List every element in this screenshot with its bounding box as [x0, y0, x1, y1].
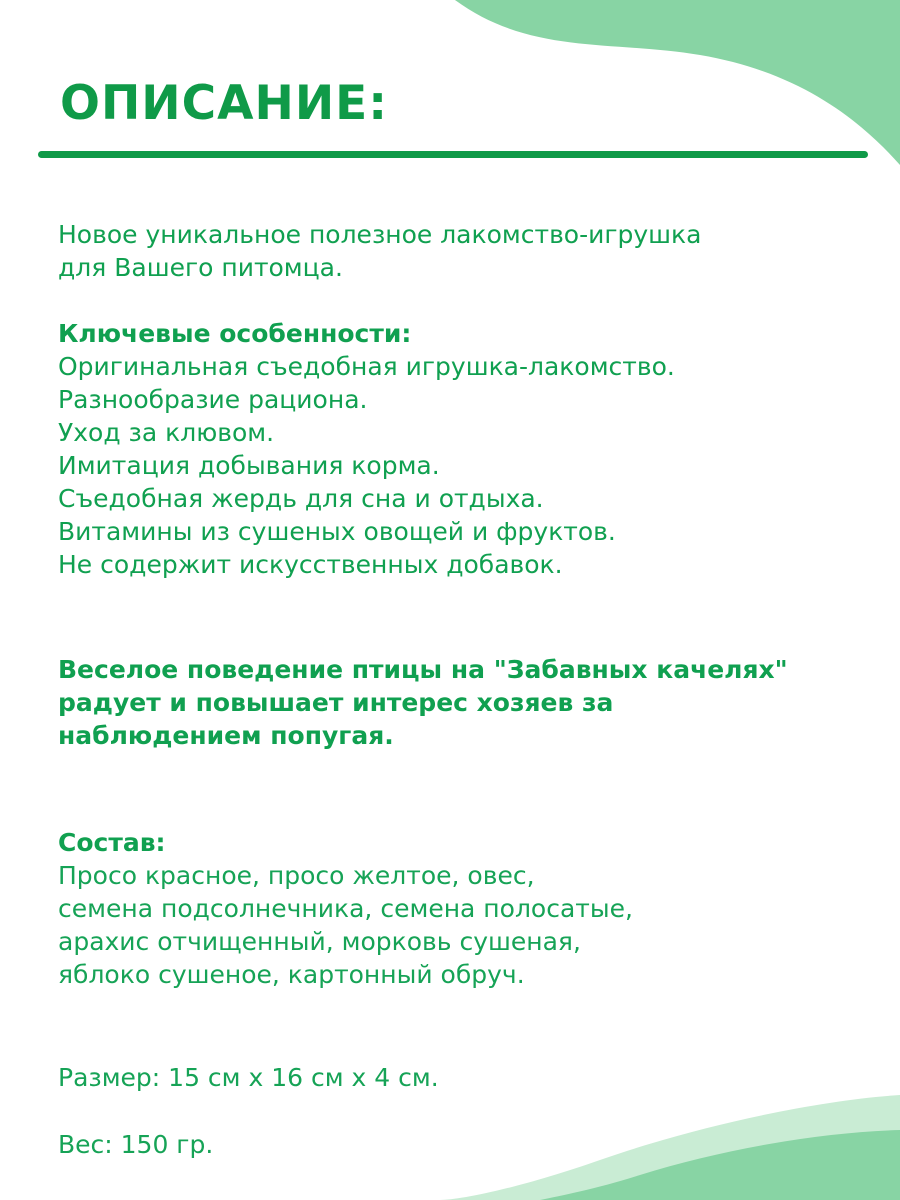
composition-heading: Состав: — [58, 828, 166, 857]
page-title: ОПИСАНИЕ: — [60, 76, 389, 131]
feature-item: Не содержит искусственных добавок. — [58, 550, 563, 579]
top-right-wave — [455, 0, 900, 165]
behavior-paragraph — [58, 653, 858, 752]
composition-line: яблоко сушеное, картонный обруч. — [58, 960, 525, 989]
intro-line: для Вашего питомца. — [58, 253, 343, 282]
composition-section — [58, 826, 858, 991]
feature-item: Оригинальная съедобная игрушка-лакомство. — [58, 352, 675, 381]
feature-item: Съедобная жердь для сна и отдыха. — [58, 484, 544, 513]
description-content — [58, 218, 858, 1161]
composition-line: арахис отчищенный, морковь сушеная, — [58, 927, 581, 956]
feature-item: Витамины из сушеных овощей и фруктов. — [58, 517, 616, 546]
composition-line: Просо красное, просо желтое, овес, — [58, 861, 535, 890]
behavior-line: Веселое поведение птицы на "Забавных качелях" — [58, 655, 788, 684]
title-underline — [38, 151, 868, 158]
feature-item: Имитация добывания корма. — [58, 451, 440, 480]
behavior-line: радует и повышает интерес хозяев за — [58, 688, 614, 717]
composition-line: семена подсолнечника, семена полосатые, — [58, 894, 633, 923]
weight-info: Вес: 150 гр. — [58, 1130, 214, 1159]
size-info: Размер: 15 см х 16 см х 4 см. — [58, 1063, 439, 1092]
features-heading: Ключевые особенности: — [58, 319, 412, 348]
features-section — [58, 317, 858, 581]
feature-item: Разнообразие рациона. — [58, 385, 368, 414]
intro-line: Новое уникальное полезное лакомство-игрушка — [58, 220, 702, 249]
intro-paragraph — [58, 218, 858, 284]
feature-item: Уход за клювом. — [58, 418, 275, 447]
behavior-line: наблюдением попугая. — [58, 721, 394, 750]
